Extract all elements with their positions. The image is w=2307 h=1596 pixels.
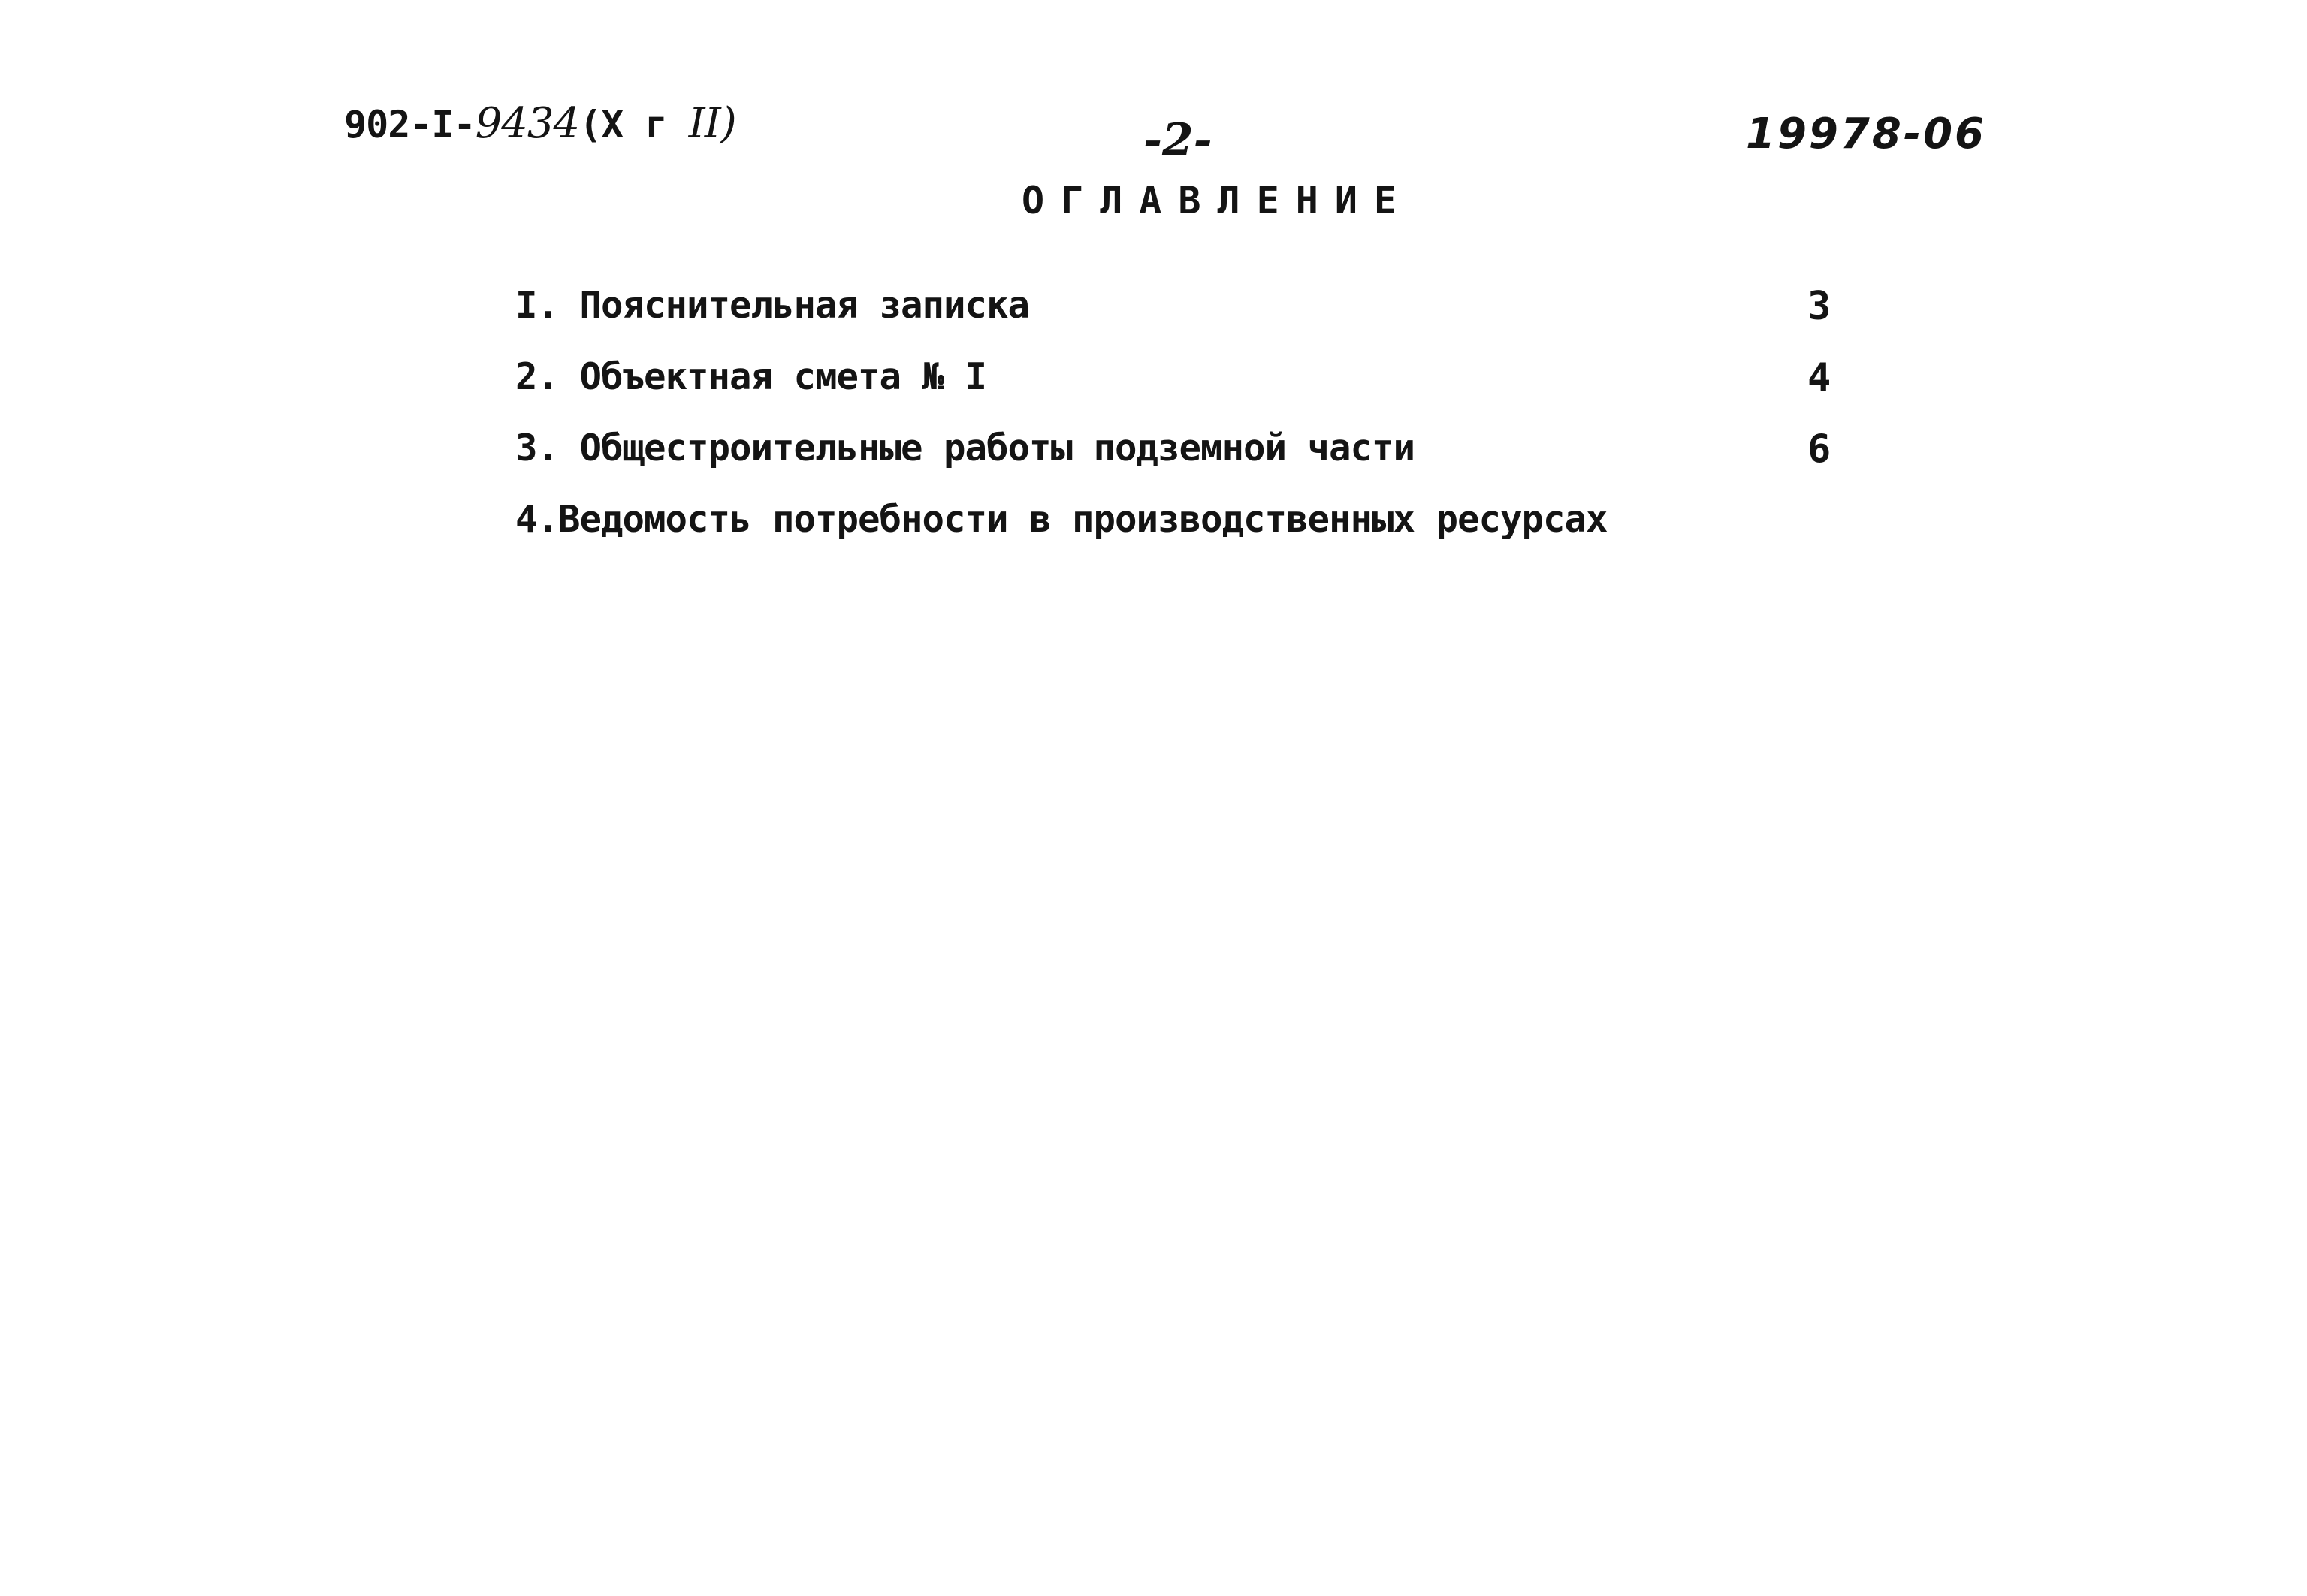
toc-title: ОГЛАВЛЕНИЕ <box>1022 179 1414 222</box>
toc-item-page: 4 <box>1807 355 1831 400</box>
project-code-suffix: (Х г <box>579 103 667 146</box>
project-code-typed: 902-I- <box>344 103 476 146</box>
toc-item-title: I. Пояснительная записка <box>515 284 1030 327</box>
project-code-handwritten: 9434 <box>475 99 580 148</box>
toc-item <box>515 498 1845 569</box>
toc-list <box>515 284 1845 569</box>
toc-item <box>515 355 1845 427</box>
toc-item-page: 3 <box>1807 284 1831 329</box>
archive-number: 19978-06 <box>1746 110 1986 158</box>
project-code-handwritten-suffix: II) <box>688 99 736 148</box>
project-code <box>344 99 736 148</box>
toc-item <box>515 284 1845 355</box>
toc-item-page: 6 <box>1807 427 1831 472</box>
toc-item <box>515 427 1845 498</box>
toc-item-title: 3. Общестроительные работы подземной части <box>515 427 1415 469</box>
toc-item-title: 4.Ведомость потребности в производственных ресурсах <box>515 498 1608 541</box>
toc-item-title: 2. Объектная смета № I <box>515 355 987 398</box>
page-number: -2- <box>1143 114 1212 167</box>
